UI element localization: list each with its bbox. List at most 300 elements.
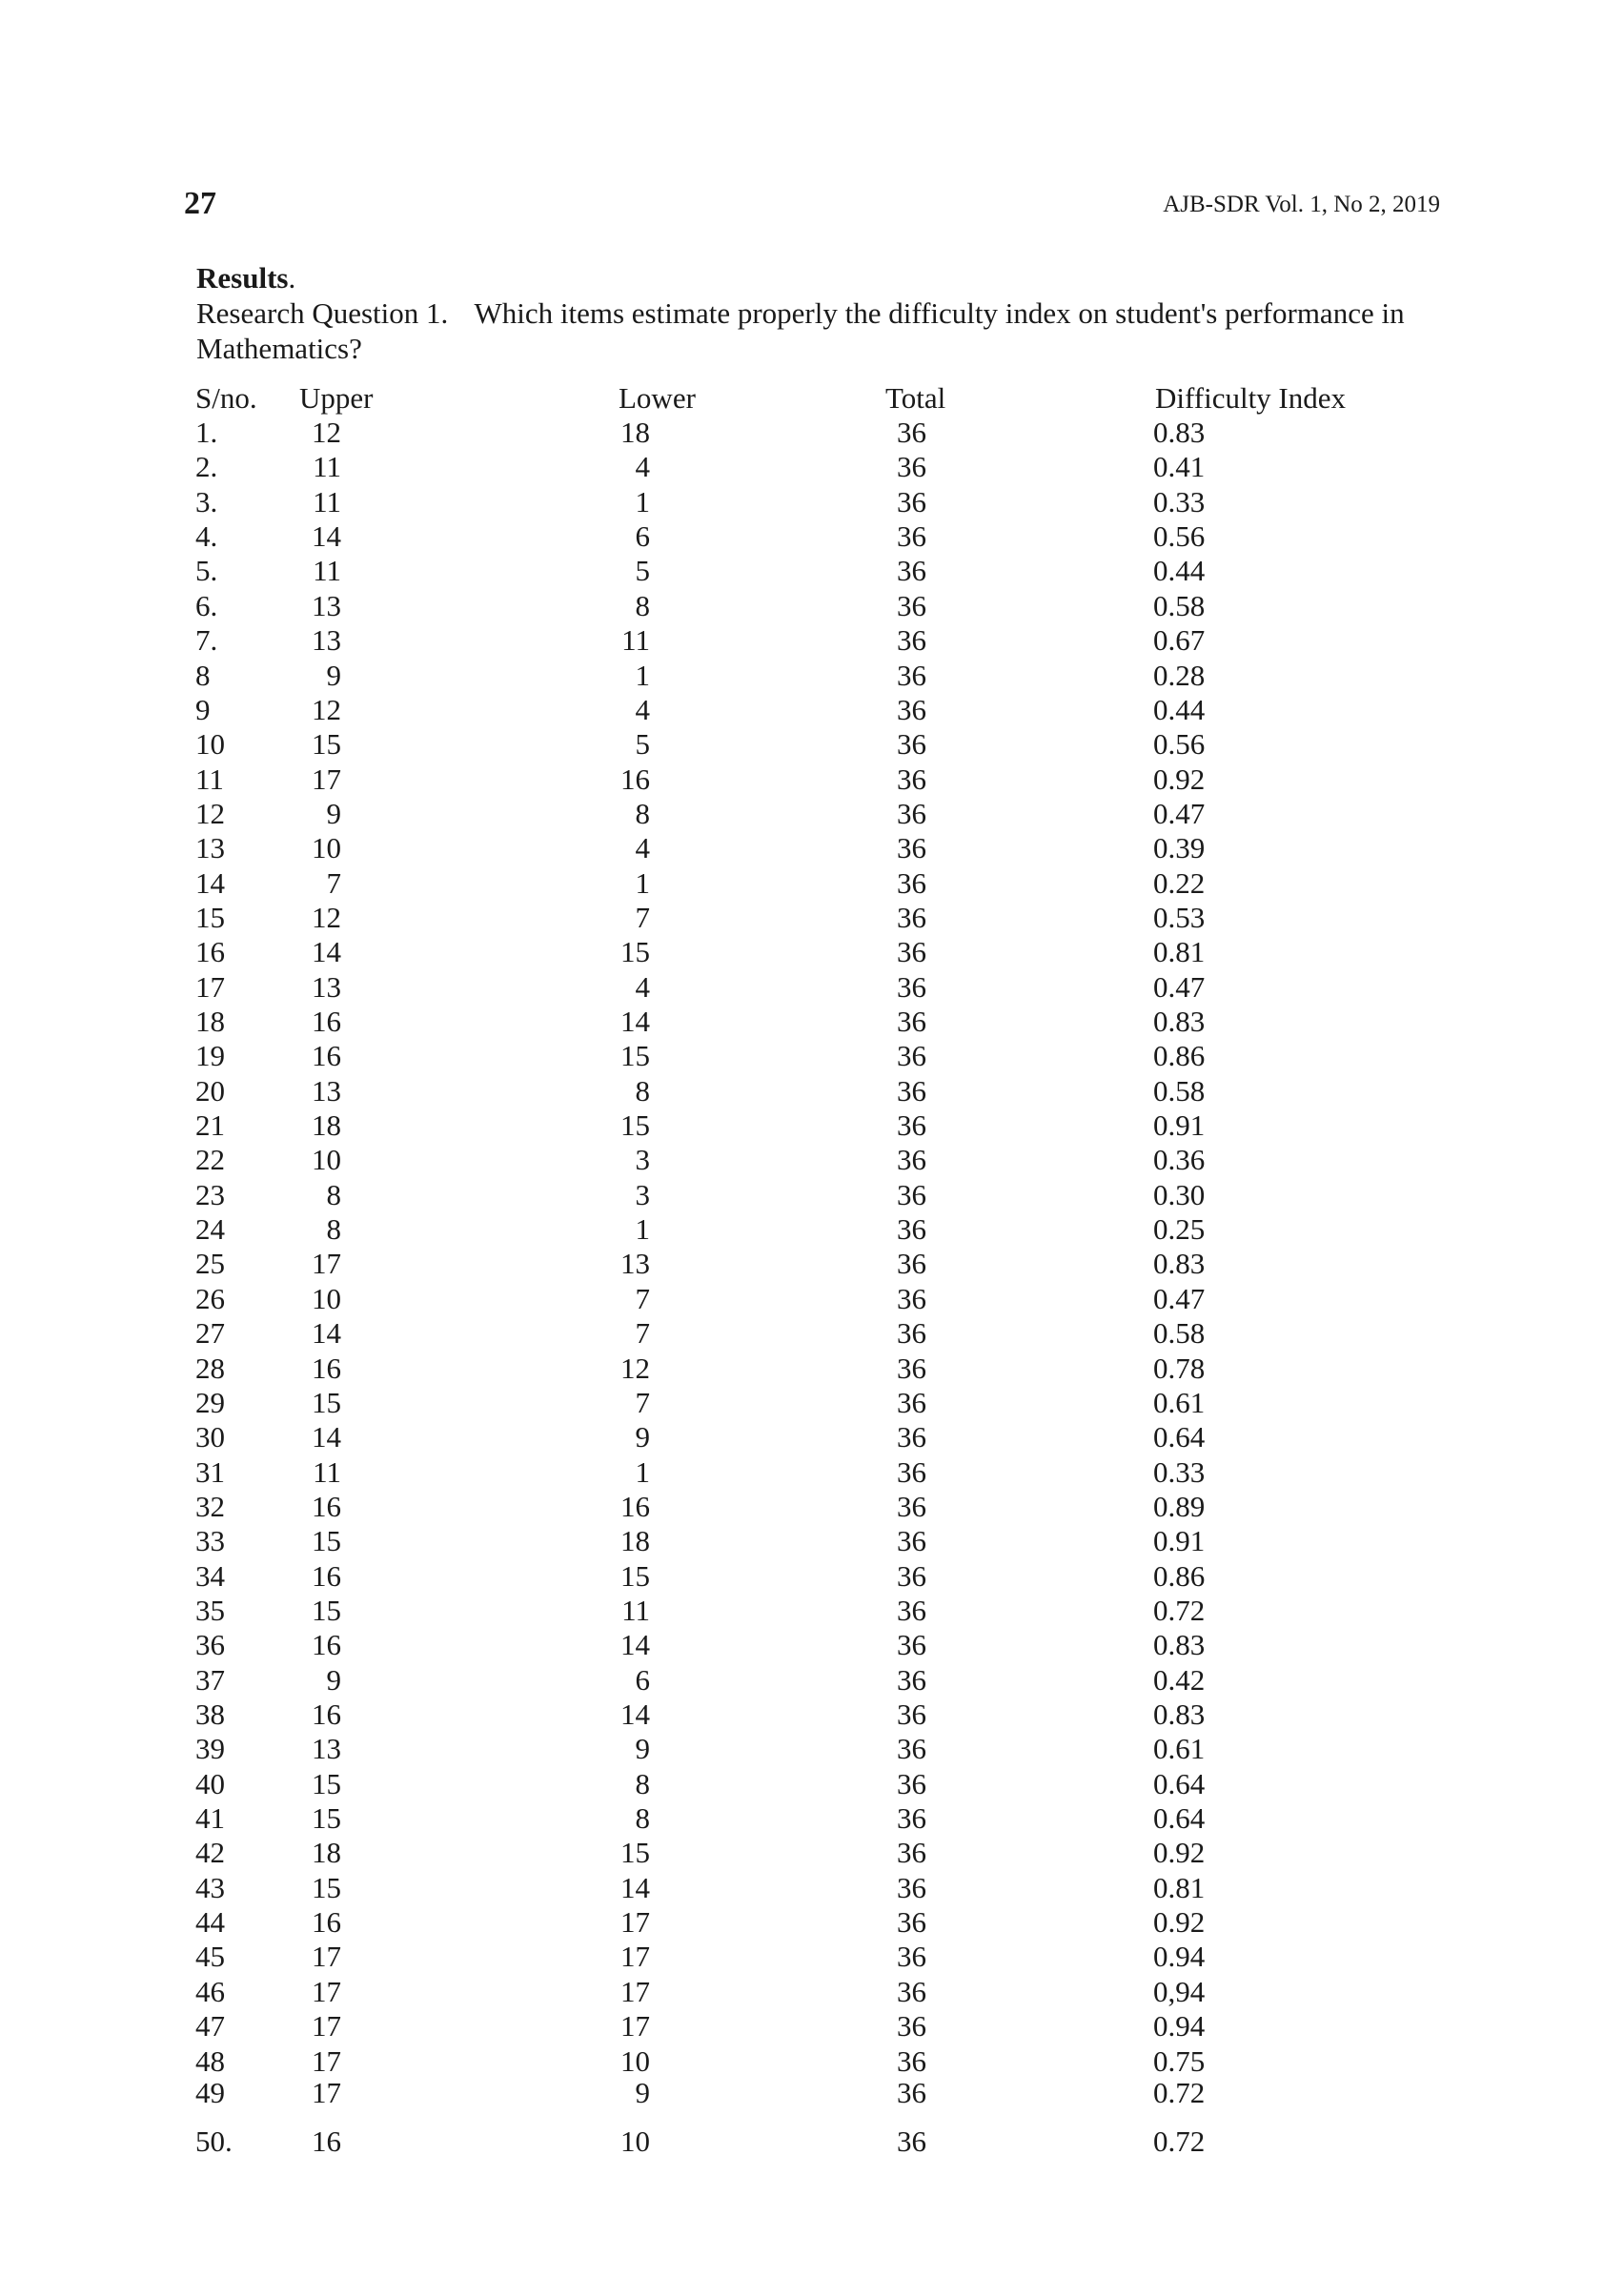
cell-difficulty-index: 0.78	[1153, 1351, 1206, 1385]
cell-sno: 13	[195, 831, 225, 865]
cell-upper: 13	[312, 1732, 341, 1766]
cell-difficulty-index: 0.58	[1153, 1073, 1206, 1108]
cell-upper: 17	[312, 2009, 341, 2043]
cell-difficulty-index: 0.36	[1153, 1143, 1206, 1177]
cell-upper: 17	[312, 2075, 341, 2109]
cell-total: 36	[897, 900, 926, 934]
cell-sno: 20	[195, 1073, 225, 1108]
cell-sno: 28	[195, 1351, 225, 1385]
cell-upper: 10	[312, 1281, 341, 1315]
cell-lower: 1	[635, 865, 650, 900]
column-header-total: Total	[885, 381, 946, 415]
cell-sno: 14	[195, 865, 225, 900]
cell-total: 36	[897, 1732, 926, 1766]
cell-sno: 9	[195, 692, 211, 726]
cell-upper: 15	[312, 727, 341, 762]
cell-sno: 39	[195, 1732, 225, 1766]
cell-upper: 16	[312, 1351, 341, 1385]
cell-upper: 17	[312, 762, 341, 796]
cell-difficulty-index: 0.56	[1153, 519, 1206, 554]
table-row	[0, 1247, 1624, 1281]
cell-total: 36	[897, 1801, 926, 1835]
cell-sno: 26	[195, 1281, 225, 1315]
cell-upper: 9	[326, 658, 341, 692]
table-row	[0, 1178, 1624, 1212]
cell-lower: 10	[620, 2125, 650, 2159]
cell-total: 36	[897, 1108, 926, 1142]
cell-difficulty-index: 0.94	[1153, 2009, 1206, 2043]
cell-difficulty-index: 0.86	[1153, 1039, 1206, 1073]
cell-upper: 16	[312, 1039, 341, 1073]
cell-difficulty-index: 0.47	[1153, 796, 1206, 830]
cell-total: 36	[897, 658, 926, 692]
cell-sno: 24	[195, 1212, 225, 1247]
cell-upper: 12	[312, 416, 341, 449]
table-row	[0, 2125, 1624, 2159]
cell-difficulty-index: 0.92	[1153, 1836, 1206, 1870]
cell-difficulty-index: 0.83	[1153, 1247, 1206, 1281]
cell-total: 36	[897, 554, 926, 588]
cell-sno: 2.	[195, 450, 218, 484]
cell-upper: 18	[312, 1108, 341, 1142]
table-row	[0, 519, 1624, 554]
cell-total: 36	[897, 692, 926, 726]
cell-upper: 9	[326, 1662, 341, 1697]
cell-sno: 47	[195, 2009, 225, 2043]
table-row	[0, 1975, 1624, 2009]
cell-total: 36	[897, 2009, 926, 2043]
cell-upper: 13	[312, 623, 341, 658]
cell-sno: 1.	[195, 416, 218, 449]
cell-sno: 32	[195, 1489, 225, 1523]
cell-lower: 9	[635, 2075, 650, 2109]
cell-difficulty-index: 0.28	[1153, 658, 1206, 692]
cell-total: 36	[897, 1974, 926, 2008]
cell-difficulty-index: 0.83	[1153, 1698, 1206, 1731]
cell-upper: 14	[312, 935, 341, 969]
cell-difficulty-index: 0.67	[1153, 623, 1206, 658]
cell-lower: 4	[635, 692, 650, 726]
research-question-text: Which items estimate properly the difficulty index on student's performance in Mathematics?	[196, 296, 1405, 365]
cell-lower: 4	[635, 831, 650, 865]
cell-sno: 16	[195, 935, 225, 969]
cell-total: 36	[897, 727, 926, 762]
cell-sno: 4.	[195, 519, 218, 554]
cell-total: 36	[897, 2043, 926, 2078]
table-row	[0, 1905, 1624, 1940]
table-row	[0, 1767, 1624, 1801]
cell-total: 36	[897, 1628, 926, 1662]
cell-difficulty-index: 0.44	[1153, 554, 1206, 588]
table-row	[0, 485, 1624, 519]
cell-difficulty-index: 0.83	[1153, 1628, 1206, 1662]
cell-lower: 8	[635, 796, 650, 830]
cell-difficulty-index: 0.61	[1153, 1385, 1206, 1419]
cell-sno: 27	[195, 1316, 225, 1351]
cell-total: 36	[897, 1420, 926, 1454]
cell-difficulty-index: 0.91	[1153, 1524, 1206, 1558]
cell-total: 36	[897, 2125, 926, 2159]
cell-difficulty-index: 0.92	[1153, 1905, 1206, 1939]
cell-upper: 13	[312, 969, 341, 1004]
cell-total: 36	[897, 1143, 926, 1177]
cell-total: 36	[897, 1073, 926, 1108]
cell-difficulty-index: 0.33	[1153, 1454, 1206, 1489]
cell-sno: 12	[195, 796, 225, 830]
cell-sno: 25	[195, 1247, 225, 1281]
cell-upper: 14	[312, 1316, 341, 1351]
table-row	[0, 1490, 1624, 1524]
cell-sno: 45	[195, 1940, 225, 1974]
table-row	[0, 589, 1624, 623]
column-header-sno: S/no.	[195, 381, 257, 415]
cell-total: 36	[897, 762, 926, 796]
cell-total: 36	[897, 1905, 926, 1939]
cell-total: 36	[897, 1454, 926, 1489]
cell-difficulty-index: 0.58	[1153, 588, 1206, 622]
cell-lower: 1	[635, 1212, 650, 1247]
cell-upper: 15	[312, 1524, 341, 1558]
page-number: 27	[184, 186, 216, 221]
cell-total: 36	[897, 2075, 926, 2109]
table-row	[0, 1836, 1624, 1870]
cell-lower: 6	[635, 519, 650, 554]
cell-sno: 33	[195, 1524, 225, 1558]
cell-total: 36	[897, 865, 926, 900]
cell-difficulty-index: 0.64	[1153, 1420, 1206, 1454]
cell-upper: 11	[313, 484, 341, 518]
cell-difficulty-index: 0.53	[1153, 900, 1206, 934]
cell-total: 36	[897, 831, 926, 865]
table-row	[0, 1871, 1624, 1905]
cell-sno: 15	[195, 900, 225, 934]
cell-sno: 23	[195, 1177, 225, 1211]
cell-difficulty-index: 0.64	[1153, 1801, 1206, 1835]
cell-upper: 15	[312, 1801, 341, 1835]
table-row	[0, 1108, 1624, 1143]
cell-difficulty-index: 0.30	[1153, 1177, 1206, 1211]
cell-difficulty-index: 0.75	[1153, 2043, 1206, 2078]
cell-lower: 1	[635, 1454, 650, 1489]
table-row	[0, 1282, 1624, 1316]
cell-sno: 48	[195, 2043, 225, 2078]
table-row	[0, 762, 1624, 797]
cell-lower: 15	[620, 1836, 650, 1870]
cell-total: 36	[897, 935, 926, 969]
cell-lower: 9	[635, 1420, 650, 1454]
cell-lower: 15	[620, 1558, 650, 1593]
table-row	[0, 1074, 1624, 1108]
table-row	[0, 1143, 1624, 1177]
table-row	[0, 623, 1624, 658]
cell-total: 36	[897, 1489, 926, 1523]
table-row	[0, 1352, 1624, 1386]
cell-upper: 10	[312, 1143, 341, 1177]
cell-total: 36	[897, 1281, 926, 1315]
table-row	[0, 693, 1624, 727]
cell-sno: 49	[195, 2075, 225, 2109]
cell-lower: 3	[635, 1143, 650, 1177]
cell-upper: 11	[313, 450, 341, 484]
table-row	[0, 1420, 1624, 1454]
cell-lower: 18	[620, 416, 650, 449]
cell-difficulty-index: 0.72	[1153, 2125, 1206, 2159]
cell-difficulty-index: 0.89	[1153, 1489, 1206, 1523]
cell-sno: 22	[195, 1143, 225, 1177]
cell-sno: 44	[195, 1905, 225, 1939]
cell-sno: 21	[195, 1108, 225, 1142]
cell-upper: 14	[312, 519, 341, 554]
cell-upper: 17	[312, 1940, 341, 1974]
cell-upper: 16	[312, 2125, 341, 2159]
table-row	[0, 1628, 1624, 1662]
table-row	[0, 2044, 1624, 2079]
cell-lower: 7	[635, 1281, 650, 1315]
cell-lower: 14	[620, 1870, 650, 1904]
cell-total: 36	[897, 519, 926, 554]
cell-lower: 4	[635, 450, 650, 484]
cell-upper: 11	[313, 554, 341, 588]
cell-total: 36	[897, 1662, 926, 1697]
cell-upper: 8	[326, 1177, 341, 1211]
cell-sno: 36	[195, 1628, 225, 1662]
cell-total: 36	[897, 1940, 926, 1974]
cell-sno: 38	[195, 1698, 225, 1731]
cell-lower: 9	[635, 1732, 650, 1766]
table-row	[0, 1940, 1624, 1974]
cell-difficulty-index: 0.72	[1153, 2075, 1206, 2109]
cell-sno: 17	[195, 969, 225, 1004]
section-heading-text: Results	[196, 261, 289, 295]
table-row	[0, 554, 1624, 588]
cell-lower: 17	[620, 1940, 650, 1974]
cell-upper: 16	[312, 1698, 341, 1731]
cell-sno: 40	[195, 1766, 225, 1800]
cell-lower: 7	[635, 900, 650, 934]
column-header-upper: Upper	[299, 381, 374, 415]
cell-upper: 9	[326, 796, 341, 830]
cell-difficulty-index: 0.41	[1153, 450, 1206, 484]
cell-lower: 18	[620, 1524, 650, 1558]
cell-upper: 16	[312, 1628, 341, 1662]
cell-sno: 41	[195, 1801, 225, 1835]
cell-total: 36	[897, 484, 926, 518]
table-row	[0, 935, 1624, 969]
cell-lower: 15	[620, 935, 650, 969]
cell-lower: 7	[635, 1316, 650, 1351]
cell-total: 36	[897, 623, 926, 658]
research-question	[196, 295, 1464, 366]
table-row	[0, 1663, 1624, 1698]
cell-difficulty-index: 0.47	[1153, 1281, 1206, 1315]
cell-upper: 17	[312, 1247, 341, 1281]
table-row	[0, 1594, 1624, 1628]
cell-lower: 11	[621, 623, 650, 658]
cell-total: 36	[897, 969, 926, 1004]
table-row	[0, 1316, 1624, 1351]
cell-total: 36	[897, 450, 926, 484]
cell-total: 36	[897, 1005, 926, 1038]
cell-lower: 13	[620, 1247, 650, 1281]
cell-total: 36	[897, 1212, 926, 1247]
cell-upper: 12	[312, 692, 341, 726]
cell-difficulty-index: 0.64	[1153, 1766, 1206, 1800]
cell-lower: 15	[620, 1108, 650, 1142]
cell-difficulty-index: 0.72	[1153, 1593, 1206, 1627]
table-row	[0, 450, 1624, 484]
cell-difficulty-index: 0.94	[1153, 1940, 1206, 1974]
cell-upper: 17	[312, 2043, 341, 2078]
table-row	[0, 1732, 1624, 1766]
cell-sno: 19	[195, 1039, 225, 1073]
cell-lower: 1	[635, 484, 650, 518]
cell-lower: 8	[635, 588, 650, 622]
cell-upper: 18	[312, 1836, 341, 1870]
section-heading	[196, 261, 295, 295]
cell-sno: 30	[195, 1420, 225, 1454]
table-row	[0, 659, 1624, 693]
cell-sno: 18	[195, 1005, 225, 1038]
cell-sno: 8	[195, 658, 211, 692]
table-row	[0, 1559, 1624, 1594]
cell-difficulty-index: 0.83	[1153, 416, 1206, 449]
table-row	[0, 970, 1624, 1005]
table-header-row	[0, 381, 1624, 416]
cell-sno: 7.	[195, 623, 218, 658]
cell-lower: 12	[620, 1351, 650, 1385]
table-row	[0, 1524, 1624, 1558]
cell-sno: 6.	[195, 588, 218, 622]
table-row	[0, 1698, 1624, 1732]
cell-lower: 16	[620, 762, 650, 796]
cell-sno: 31	[195, 1454, 225, 1489]
cell-sno: 50.	[195, 2125, 233, 2159]
cell-lower: 3	[635, 1177, 650, 1211]
section-heading-period: .	[288, 261, 296, 295]
cell-difficulty-index: 0.56	[1153, 727, 1206, 762]
cell-total: 36	[897, 416, 926, 449]
cell-upper: 8	[326, 1212, 341, 1247]
cell-total: 36	[897, 1316, 926, 1351]
cell-sno: 37	[195, 1662, 225, 1697]
cell-difficulty-index: 0.83	[1153, 1005, 1206, 1038]
cell-total: 36	[897, 1870, 926, 1904]
cell-lower: 14	[620, 1698, 650, 1731]
cell-total: 36	[897, 1524, 926, 1558]
cell-lower: 8	[635, 1801, 650, 1835]
cell-sno: 35	[195, 1593, 225, 1627]
cell-sno: 10	[195, 727, 225, 762]
cell-lower: 4	[635, 969, 650, 1004]
cell-upper: 14	[312, 1420, 341, 1454]
table-row	[0, 1212, 1624, 1247]
table-row	[0, 2009, 1624, 2043]
cell-upper: 15	[312, 1385, 341, 1419]
cell-difficulty-index: 0.25	[1153, 1212, 1206, 1247]
cell-lower: 8	[635, 1073, 650, 1108]
cell-lower: 1	[635, 658, 650, 692]
table-row	[0, 1801, 1624, 1836]
cell-difficulty-index: 0.42	[1153, 1662, 1206, 1697]
cell-difficulty-index: 0.39	[1153, 831, 1206, 865]
cell-total: 36	[897, 1247, 926, 1281]
cell-difficulty-index: 0.92	[1153, 762, 1206, 796]
research-question-label: Research Question 1.	[196, 296, 449, 330]
cell-total: 36	[897, 1385, 926, 1419]
cell-lower: 7	[635, 1385, 650, 1419]
table-row	[0, 1005, 1624, 1039]
cell-lower: 16	[620, 1489, 650, 1523]
cell-lower: 17	[620, 1905, 650, 1939]
cell-upper: 15	[312, 1593, 341, 1627]
cell-sno: 43	[195, 1870, 225, 1904]
cell-total: 36	[897, 1558, 926, 1593]
cell-sno: 5.	[195, 554, 218, 588]
cell-upper: 16	[312, 1905, 341, 1939]
cell-total: 36	[897, 588, 926, 622]
cell-difficulty-index: 0.58	[1153, 1316, 1206, 1351]
cell-difficulty-index: 0.91	[1153, 1108, 1206, 1142]
cell-difficulty-index: 0.47	[1153, 969, 1206, 1004]
cell-upper: 13	[312, 1073, 341, 1108]
cell-lower: 6	[635, 1662, 650, 1697]
cell-upper: 10	[312, 831, 341, 865]
table-row	[0, 1386, 1624, 1420]
table-row	[0, 1039, 1624, 1073]
cell-total: 36	[897, 1039, 926, 1073]
cell-difficulty-index: 0.81	[1153, 935, 1206, 969]
cell-lower: 14	[620, 1005, 650, 1038]
cell-lower: 14	[620, 1628, 650, 1662]
cell-sno: 42	[195, 1836, 225, 1870]
cell-lower: 10	[620, 2043, 650, 2078]
cell-total: 36	[897, 1351, 926, 1385]
cell-difficulty-index: 0.81	[1153, 1870, 1206, 1904]
cell-total: 36	[897, 1177, 926, 1211]
cell-upper: 7	[326, 865, 341, 900]
table-row	[0, 866, 1624, 901]
cell-upper: 15	[312, 1870, 341, 1904]
cell-upper: 11	[313, 1454, 341, 1489]
cell-sno: 34	[195, 1558, 225, 1593]
column-header-lower: Lower	[619, 381, 696, 415]
table-row	[0, 416, 1624, 450]
cell-sno: 29	[195, 1385, 225, 1419]
cell-total: 36	[897, 1836, 926, 1870]
cell-difficulty-index: 0,94	[1153, 1974, 1206, 2008]
cell-lower: 5	[635, 554, 650, 588]
column-header-difficulty-index: Difficulty Index	[1155, 381, 1347, 415]
cell-sno: 46	[195, 1974, 225, 2008]
cell-lower: 8	[635, 1766, 650, 1800]
table-row	[0, 2076, 1624, 2110]
cell-sno: 3.	[195, 484, 218, 518]
cell-difficulty-index: 0.44	[1153, 692, 1206, 726]
cell-total: 36	[897, 796, 926, 830]
cell-total: 36	[897, 1766, 926, 1800]
cell-upper: 15	[312, 1766, 341, 1800]
table-row	[0, 797, 1624, 831]
table-row	[0, 727, 1624, 762]
cell-lower: 17	[620, 2009, 650, 2043]
cell-upper: 16	[312, 1558, 341, 1593]
cell-total: 36	[897, 1698, 926, 1731]
cell-total: 36	[897, 1593, 926, 1627]
table-row	[0, 1455, 1624, 1490]
table-row	[0, 901, 1624, 935]
cell-lower: 5	[635, 727, 650, 762]
table-row	[0, 831, 1624, 865]
